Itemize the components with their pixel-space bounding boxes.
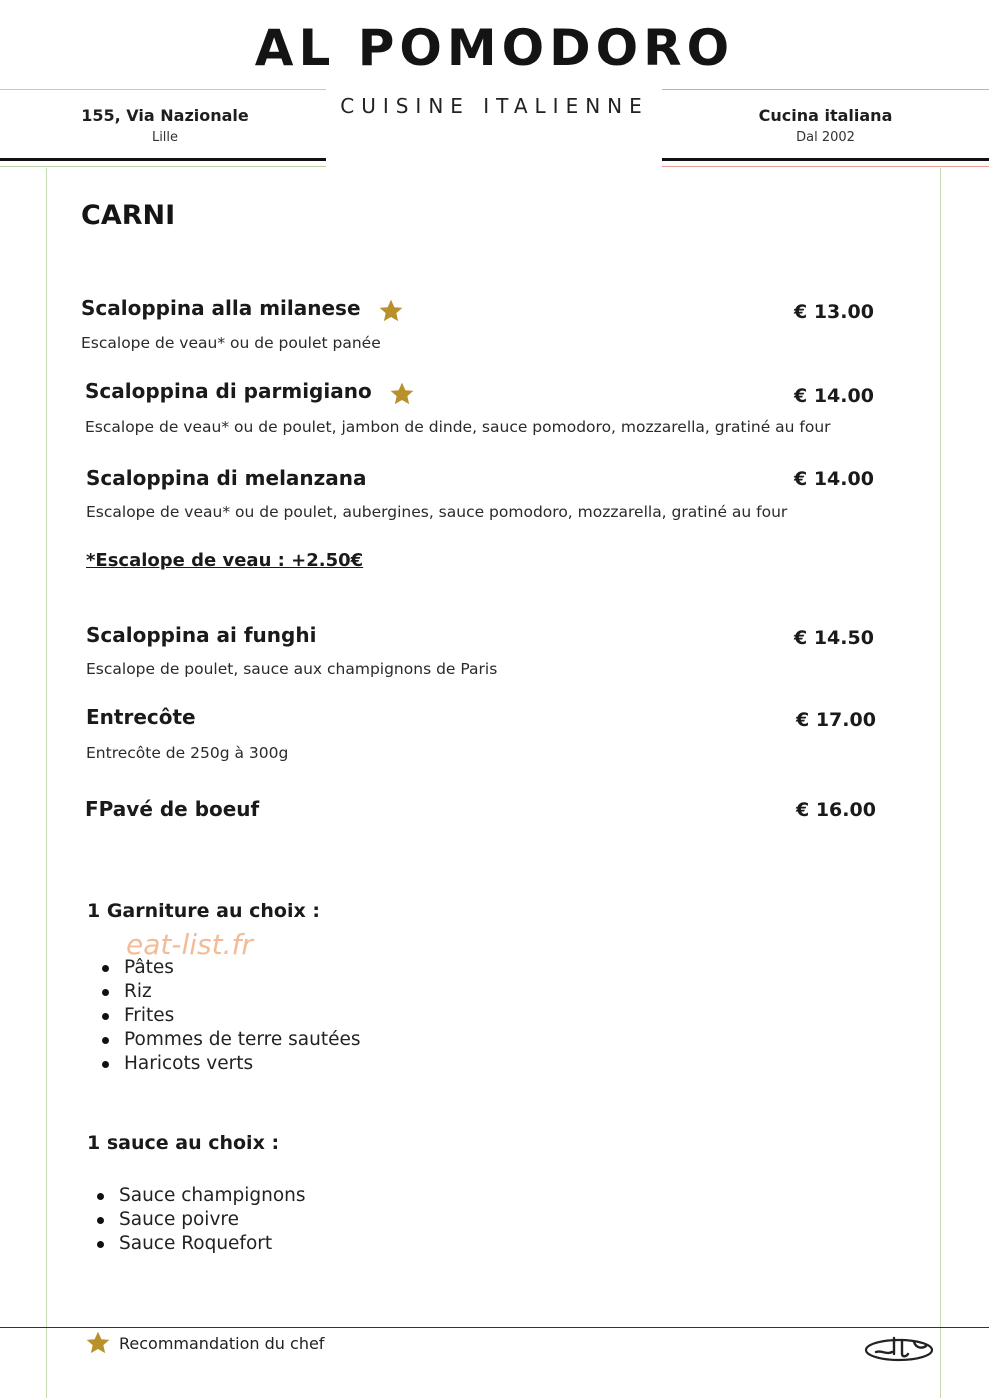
- dish-price: € 14.00: [794, 468, 874, 490]
- sauce-title: 1 sauce au choix :: [87, 1132, 280, 1154]
- dish-price: € 13.00: [794, 301, 874, 323]
- section-title: CARNI: [81, 200, 176, 231]
- dish-name: FPavé de boeuf: [85, 797, 260, 821]
- dish-description: Entrecôte de 250g à 300g: [86, 744, 289, 762]
- divider: [662, 158, 989, 161]
- dish-price: € 14.50: [794, 627, 874, 649]
- dish-price: € 16.00: [796, 799, 876, 821]
- divider: [0, 166, 326, 167]
- address-street: 155, Via Nazionale: [81, 106, 249, 125]
- footer-divider: [0, 1327, 989, 1328]
- list-item: Pommes de terre sautées: [124, 1028, 361, 1052]
- page-border-right: [940, 168, 941, 1398]
- dish-price: € 17.00: [796, 709, 876, 731]
- dish-name: Scaloppina ai funghi: [86, 623, 317, 647]
- divider: [0, 158, 326, 161]
- dish-description: Escalope de veau* ou de poulet, aubergines, sauce pomodoro, mozzarella, gratiné au four: [86, 503, 788, 521]
- list-item: Riz: [124, 980, 361, 1004]
- dish-name: Scaloppina alla milanese: [81, 296, 361, 320]
- divider: [662, 89, 989, 90]
- tagline: Cucina italiana: [758, 106, 893, 125]
- menu-item: [85, 379, 415, 407]
- page-border-left: [46, 168, 47, 1398]
- restaurant-name: AL POMODORO: [254, 19, 735, 77]
- dish-price: € 14.00: [794, 385, 874, 407]
- star-icon: [378, 298, 404, 324]
- list-item: Sauce champignons: [119, 1184, 306, 1208]
- chef-recommendation-legend: Recommandation du chef: [119, 1334, 325, 1353]
- watermark: eat-list.fr: [126, 928, 253, 961]
- dish-description: Escalope de veau* ou de poulet, jambon de dinde, sauce pomodoro, mozzarella, gratiné au four: [85, 418, 831, 436]
- halal-logo-icon: [862, 1328, 936, 1372]
- list-item: Sauce Roquefort: [119, 1232, 306, 1256]
- dish-name: Entrecôte: [86, 705, 196, 729]
- list-item: Frites: [124, 1004, 361, 1028]
- divider: [662, 166, 989, 167]
- dish-description: Escalope de veau* ou de poulet panée: [81, 334, 381, 352]
- restaurant-subtitle: CUISINE ITALIENNE: [340, 94, 649, 118]
- list-item: Sauce poivre: [119, 1208, 306, 1232]
- tagline-block: [662, 105, 989, 149]
- address-city: Lille: [151, 130, 179, 145]
- garniture-title: 1 Garniture au choix :: [87, 900, 320, 922]
- garniture-list: [124, 956, 361, 1076]
- address-block: [0, 105, 330, 149]
- list-item: Haricots verts: [124, 1052, 361, 1076]
- dish-description: Escalope de poulet, sauce aux champignons de Paris: [86, 660, 498, 678]
- since-year: Dal 2002: [796, 130, 855, 145]
- list-item: Pâtes: [124, 956, 361, 980]
- menu-item: [81, 296, 404, 324]
- star-icon: [389, 381, 415, 407]
- star-icon: [85, 1330, 111, 1356]
- divider: [0, 89, 326, 90]
- dish-name: Scaloppina di parmigiano: [85, 379, 372, 403]
- sauce-list: [119, 1184, 306, 1256]
- dish-name: Scaloppina di melanzana: [86, 466, 367, 490]
- veal-supplement-note: *Escalope de veau : +2.50€: [86, 550, 364, 571]
